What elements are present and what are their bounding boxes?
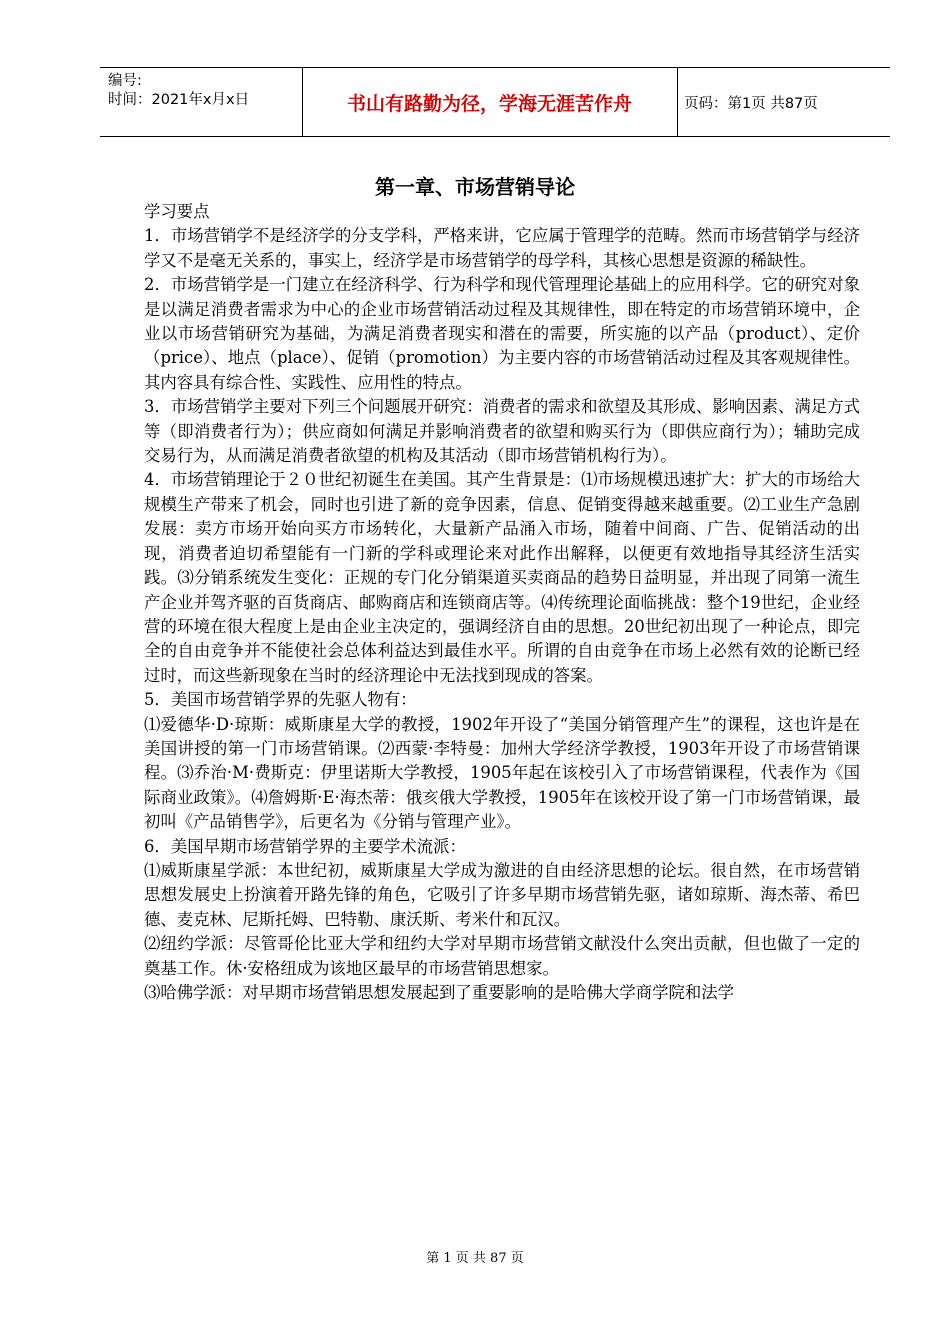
page-footer: 第 1 页 共 87 页 [426, 1251, 524, 1266]
page-header [100, 67, 890, 137]
chapter-title: 第一章、市场营销导论 [375, 175, 575, 199]
header-meta [108, 72, 249, 110]
paragraph: 2．市场营销学是一门建立在经济科学、行为科学和现代管理理论基础上的应用科学。它的研究对象是以满足消费者需求为中心的企业市场营销活动过程及其规律性，即在特定的市场营销环境中，企业以市场营销研究为基础，为满足消费者现实和潜在的需要，所实施的以产品（product）、定价（price）、地点（place）、促销（promotion）为主要内容的市场营销活动过程及其客观规律性。其内容具有综合性、实践性、应用性的特点。 [144, 275, 860, 392]
paragraph: 3．市场营销学主要对下列三个问题展开研究：消费者的需求和欲望及其形成、影响因素、满足方式等（即消费者行为）；供应商如何满足并影响消费者的欲望和购买行为（即供应商行为）；辅助完成交易行为，从而满足消费者欲望的机构及其活动（即市场营销机构行为）。 [144, 397, 860, 466]
header-page-label: 页码：第1页 共87页 [684, 95, 818, 112]
paragraph: ⑴爱德华·D·琼斯：威斯康星大学的教授，1902年开设了“美国分销管理产生”的课程，这也许是在美国讲授的第一门市场营销课。⑵西蒙·李特曼：加州大学经济学教授，1903年开设了市场营销课程。⑶乔治·M·费斯克：伊里诺斯大学教授，1905年起在该校引入了市场营销课程，代表作为《国际商业政策》。⑷詹姆斯·E·海杰蒂：俄亥俄大学教授，1905年在该校开设了第一门市场营销课，最初叫《产品销售学》，后更名为《分销与管理产业》。 [144, 714, 860, 832]
paragraph: ⑴威斯康星学派：本世纪初，威斯康星大学成为激进的自由经济思想的论坛。很自然，在市场营销思想发展史上扮演着开路先锋的角色，它吸引了许多早期市场营销先驱，诸如琼斯、海杰蒂、希巴德、麦克林、尼斯托姆、巴特勒、康沃斯、考米什和瓦汉。 [144, 860, 860, 929]
paragraph: 4．市场营销理论于２０世纪初诞生在美国。其产生背景是：⑴市场规模迅速扩大：扩大的市场给大规模生产带来了机会，同时也引进了新的竞争因素，信息、促销变得越来越重要。⑵工业生产急剧发展：卖方市场开始向买方市场转化，大量新产品涌入市场，随着中间商、广告、促销活动的出现，消费者迫切希望能有一门新的学科或理论来对此作出解释，以便更有效地指导其经济生活实践。⑶分销系统发生变化：正规的专门化分销渠道买卖商品的趋势日益明显，并出现了同第一流生产企业并驾齐驱的百货商店、邮购商店和连锁商店等。⑷传统理论面临挑战：整个19世纪，企业经营的环境在很大程度上是由企业主决定的，强调经济自由的思想。20世纪初出现了一种论点，即完全的自由竞争并不能使社会总体利益达到最佳水平。所谓的自由竞争在市场上必然有效的论断已经过时，而这些新现象在当时的经济理论中无法找到现成的答案。 [144, 470, 860, 685]
document-body [144, 200, 860, 1005]
time-label: 时间：2021年x月x日 [108, 92, 250, 108]
number-label: 编号: [108, 73, 142, 89]
paragraph: 学习要点 [144, 202, 210, 221]
paragraph: 1．市场营销学不是经济学的分支学科，严格来讲，它应属于管理学的范畴。然而市场营销学与经济学又不是毫无关系的，事实上，经济学是市场营销学的母学科，其核心思想是资源的稀缺性。 [144, 226, 860, 270]
paragraph: 5．美国市场营销学界的先驱人物有： [144, 690, 417, 710]
paragraph: 6．美国早期市场营销学界的主要学术流派： [144, 836, 466, 856]
header-motto: 书山有路勤为径，学海无涯苦作舟 [346, 92, 632, 115]
paragraph: ⑵纽约学派：尽管哥伦比亚大学和纽约大学对早期市场营销文献没什么突出贡献，但也做了一定的奠基工作。休·安格纽成为该地区最早的市场营销思想家。 [144, 934, 860, 978]
paragraph: ⑶哈佛学派：对早期市场营销思想发展起到了重要影响的是哈佛大学商学院和法学 [144, 983, 735, 1002]
